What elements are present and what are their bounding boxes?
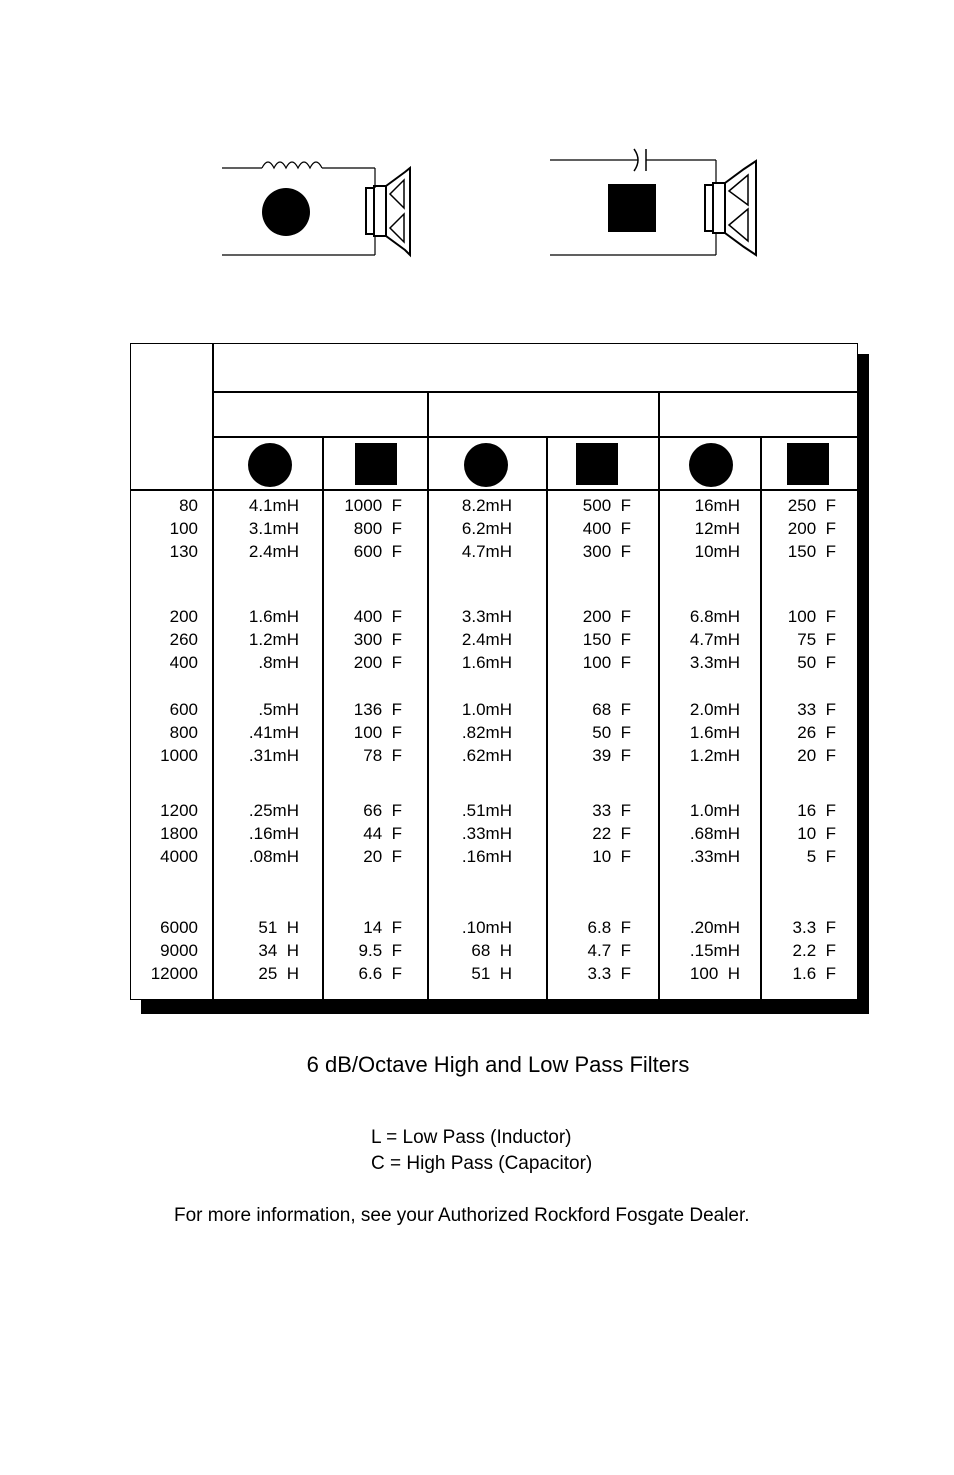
speaker-icon	[366, 168, 410, 255]
value-cell: 14 F	[363, 918, 402, 937]
value-cell: .10mH	[461, 918, 512, 937]
value-cell: 500 F	[582, 496, 631, 515]
value-cell: .16mH	[461, 847, 512, 866]
speaker-icon	[705, 161, 756, 255]
value-cell: 33 F	[592, 801, 631, 820]
table-row	[131, 540, 857, 563]
divider	[427, 392, 429, 999]
value-cell: 6.6 F	[358, 964, 402, 983]
footer-note: For more information, see your Authorized Rockford Fosgate Dealer.	[174, 1205, 750, 1226]
value-cell: 6.8mH	[689, 607, 740, 626]
crossover-table	[130, 343, 858, 1000]
value-cell: 6.8 F	[587, 918, 631, 937]
table-row	[131, 822, 857, 845]
value-cell: 10mH	[694, 542, 740, 561]
value-cell: .16mH	[248, 824, 299, 843]
value-cell: 12mH	[694, 519, 740, 538]
value-cell: 1.0mH	[689, 801, 740, 820]
legend	[371, 1125, 592, 1177]
value-cell: 1.6mH	[689, 723, 740, 742]
value-cell: .41mH	[248, 723, 299, 742]
value-cell: 3.3mH	[461, 607, 512, 626]
value-cell: 200 F	[353, 653, 402, 672]
high-pass-symbol-square	[787, 443, 829, 485]
low-pass-symbol-circle	[262, 188, 310, 236]
value-cell: 50 F	[797, 653, 836, 672]
table-row	[131, 605, 857, 628]
frequency-cell: 130	[169, 542, 198, 561]
value-cell: 8.2mH	[461, 496, 512, 515]
value-cell: 3.3 F	[792, 918, 836, 937]
table-row	[131, 744, 857, 767]
value-cell: 200 F	[582, 607, 631, 626]
value-cell: .08mH	[248, 847, 299, 866]
value-cell: 44 F	[363, 824, 402, 843]
value-cell: 1.6mH	[461, 653, 512, 672]
value-cell: 66 F	[363, 801, 402, 820]
value-cell: 250 F	[787, 496, 836, 515]
value-cell: 1.6mH	[248, 607, 299, 626]
table-row	[131, 916, 857, 939]
value-cell: 200 F	[787, 519, 836, 538]
frequency-cell: 800	[169, 723, 198, 742]
frequency-cell: 9000	[160, 941, 198, 960]
frequency-cell: 6000	[160, 918, 198, 937]
value-cell: 3.1mH	[248, 519, 299, 538]
value-cell: 2.2 F	[792, 941, 836, 960]
value-cell: 5 F	[806, 847, 836, 866]
value-cell: 39 F	[592, 746, 631, 765]
frequency-cell: 1800	[160, 824, 198, 843]
value-cell: .15mH	[689, 941, 740, 960]
table-row	[131, 494, 857, 517]
value-cell: 4.1mH	[248, 496, 299, 515]
value-cell: 100 F	[787, 607, 836, 626]
value-cell: 600 F	[353, 542, 402, 561]
value-cell: 25 H	[258, 964, 299, 983]
value-cell: 300 F	[582, 542, 631, 561]
value-cell: 1.0mH	[461, 700, 512, 719]
table-row	[131, 517, 857, 540]
value-cell: 800 F	[353, 519, 402, 538]
frequency-cell: 600	[169, 700, 198, 719]
high-pass-symbol-square	[608, 184, 656, 232]
value-cell: .68mH	[689, 824, 740, 843]
table-row	[131, 962, 857, 985]
value-cell: .82mH	[461, 723, 512, 742]
frequency-cell: 12000	[150, 964, 198, 983]
value-cell: .51mH	[461, 801, 512, 820]
value-cell: 22 F	[592, 824, 631, 843]
value-cell: 4.7 F	[587, 941, 631, 960]
value-cell: 1000 F	[344, 496, 402, 515]
value-cell: 6.2mH	[461, 519, 512, 538]
table-row	[131, 628, 857, 651]
frequency-cell: 400	[169, 653, 198, 672]
value-cell: 75 F	[797, 630, 836, 649]
legend-high-pass: C = High Pass (Capacitor)	[371, 1153, 593, 1174]
value-cell: 400 F	[353, 607, 402, 626]
value-cell: 20 F	[797, 746, 836, 765]
table-row	[131, 799, 857, 822]
high-pass-symbol-square	[355, 443, 397, 485]
value-cell: .5mH	[258, 700, 299, 719]
frequency-cell: 1200	[160, 801, 198, 820]
divider	[212, 391, 857, 393]
value-cell: 16 F	[797, 801, 836, 820]
value-cell: 400 F	[582, 519, 631, 538]
frequency-cell: 4000	[160, 847, 198, 866]
value-cell: 100 F	[353, 723, 402, 742]
low-pass-symbol-circle	[248, 443, 292, 487]
value-cell: .31mH	[248, 746, 299, 765]
value-cell: 300 F	[353, 630, 402, 649]
value-cell: 68 H	[471, 941, 512, 960]
frequency-cell: 260	[169, 630, 198, 649]
low-pass-diagram	[220, 150, 420, 260]
high-pass-diagram	[548, 145, 768, 260]
value-cell: 51 H	[258, 918, 299, 937]
table-frame	[130, 343, 858, 1000]
value-cell: 50 F	[592, 723, 631, 742]
value-cell: 1.6 F	[792, 964, 836, 983]
table-row	[131, 845, 857, 868]
value-cell: 3.3 F	[587, 964, 631, 983]
value-cell: .33mH	[461, 824, 512, 843]
value-cell: 150 F	[787, 542, 836, 561]
value-cell: 34 H	[258, 941, 299, 960]
inductor-icon	[262, 162, 322, 168]
value-cell: 68 F	[592, 700, 631, 719]
divider	[131, 489, 857, 491]
value-cell: 26 F	[797, 723, 836, 742]
table-row	[131, 651, 857, 674]
value-cell: 78 F	[363, 746, 402, 765]
value-cell: 4.7mH	[461, 542, 512, 561]
value-cell: .8mH	[258, 653, 299, 672]
frequency-cell: 1000	[160, 746, 198, 765]
value-cell: 1.2mH	[689, 746, 740, 765]
value-cell: 10 F	[592, 847, 631, 866]
high-pass-symbol-square	[576, 443, 618, 485]
frequency-cell: 100	[169, 519, 198, 538]
table-row	[131, 698, 857, 721]
value-cell: .25mH	[248, 801, 299, 820]
frequency-cell: 80	[179, 496, 198, 515]
value-cell: 16mH	[694, 496, 740, 515]
divider	[658, 392, 660, 999]
value-cell: 2.0mH	[689, 700, 740, 719]
value-cell: 10 F	[797, 824, 836, 843]
value-cell: .20mH	[689, 918, 740, 937]
frequency-cell: 200	[169, 607, 198, 626]
value-cell: 3.3mH	[689, 653, 740, 672]
table-row	[131, 721, 857, 744]
value-cell: 136 F	[353, 700, 402, 719]
value-cell: 1.2mH	[248, 630, 299, 649]
value-cell: 2.4mH	[461, 630, 512, 649]
value-cell: 2.4mH	[248, 542, 299, 561]
value-cell: 20 F	[363, 847, 402, 866]
value-cell: 9.5 F	[358, 941, 402, 960]
legend-low-pass: L = Low Pass (Inductor)	[371, 1127, 572, 1148]
low-pass-symbol-circle	[689, 443, 733, 487]
low-pass-symbol-circle	[464, 443, 508, 487]
value-cell: 51 H	[471, 964, 512, 983]
figure-caption: 6 dB/Octave High and Low Pass Filters	[306, 1052, 690, 1077]
divider	[212, 436, 857, 438]
value-cell: 4.7mH	[689, 630, 740, 649]
value-cell: .33mH	[689, 847, 740, 866]
value-cell: .62mH	[461, 746, 512, 765]
value-cell: 100 F	[582, 653, 631, 672]
value-cell: 33 F	[797, 700, 836, 719]
value-cell: 100 H	[689, 964, 740, 983]
table-row	[131, 939, 857, 962]
value-cell: 150 F	[582, 630, 631, 649]
